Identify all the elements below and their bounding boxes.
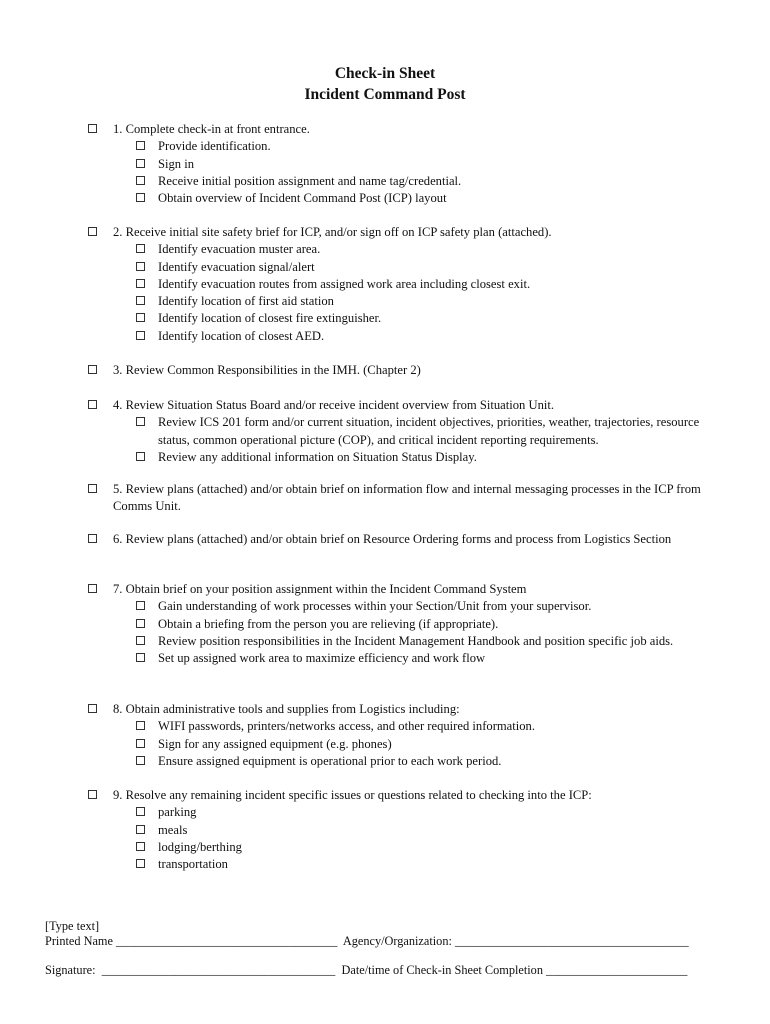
section-5-checkbox[interactable] bbox=[88, 484, 97, 493]
sub-checkbox[interactable] bbox=[136, 159, 145, 168]
sub-item-text: Ensure assigned equipment is operational prior to each work period. bbox=[158, 753, 502, 768]
section-2-checkbox[interactable] bbox=[88, 227, 97, 236]
section-4-text: 4. Review Situation Status Board and/or receive incident overview from Situation Unit. bbox=[113, 398, 555, 412]
sub-item-text: transportation bbox=[158, 857, 228, 872]
checklist-section-5 bbox=[88, 481, 728, 516]
sub-item-text: Receive initial position assignment and name tag/credential. bbox=[158, 173, 462, 188]
section-7-checkbox[interactable] bbox=[88, 584, 97, 593]
section-8-checkbox[interactable] bbox=[88, 704, 97, 713]
section-6-checkbox[interactable] bbox=[88, 534, 97, 543]
sub-item-text: WIFI passwords, printers/networks access, and other required information. bbox=[158, 719, 536, 734]
sub-checkbox[interactable] bbox=[136, 244, 145, 253]
sub-item-text: lodging/berthing bbox=[158, 839, 242, 854]
checklist-section-1 bbox=[88, 121, 728, 207]
sub-item-text: Gain understanding of work processes within your Section/Unit from your supervisor. bbox=[158, 599, 592, 614]
sheet-subtitle: Incident Command Post bbox=[304, 86, 466, 103]
checklist-section-3 bbox=[88, 362, 728, 379]
sheet-title: Check-in Sheet bbox=[334, 65, 436, 82]
sub-checkbox[interactable] bbox=[136, 825, 145, 834]
sub-checkbox[interactable] bbox=[136, 739, 145, 748]
sub-checkbox[interactable] bbox=[136, 859, 145, 868]
checklist-section-9 bbox=[88, 787, 728, 873]
sub-item-text: Provide identification. bbox=[158, 139, 271, 154]
sub-item-text: meals bbox=[158, 822, 188, 837]
checklist-section-4 bbox=[88, 397, 728, 466]
sub-checkbox[interactable] bbox=[136, 452, 145, 461]
sub-checkbox[interactable] bbox=[136, 141, 145, 150]
sub-checkbox[interactable] bbox=[136, 331, 145, 340]
section-1-text: 1. Complete check-in at front entrance. bbox=[113, 122, 310, 136]
sub-checkbox[interactable] bbox=[136, 653, 145, 662]
sub-item-text: Identify location of closest fire extinguisher. bbox=[158, 311, 382, 326]
sub-item-text: Review position responsibilities in the Incident Management Handbook and position specific job aids. bbox=[158, 633, 674, 648]
sub-checkbox[interactable] bbox=[136, 619, 145, 628]
section-4-checkbox[interactable] bbox=[88, 400, 97, 409]
section-7-text: 7. Obtain brief on your position assignment within the Incident Command System bbox=[113, 582, 527, 596]
section-9-checkbox[interactable] bbox=[88, 790, 97, 799]
checklist-section-8 bbox=[88, 701, 728, 770]
sub-checkbox[interactable] bbox=[136, 279, 145, 288]
sub-item-text: parking bbox=[158, 805, 197, 820]
sub-item-text: Obtain overview of Incident Command Post (ICP) layout bbox=[158, 191, 447, 206]
sub-item-text: Identify evacuation signal/alert bbox=[158, 259, 315, 274]
sub-checkbox[interactable] bbox=[136, 842, 145, 851]
checklist-section-6 bbox=[88, 531, 728, 548]
sub-item-text: Review ICS 201 form and/or current situation, incident objectives, priorities, weather, trajectories, resource status, common operational picture (COP), and critical incident reporting requirements. bbox=[158, 415, 700, 447]
sub-checkbox[interactable] bbox=[136, 176, 145, 185]
section-8-text: 8. Obtain administrative tools and supplies from Logistics including: bbox=[113, 702, 460, 716]
sub-checkbox[interactable] bbox=[136, 756, 145, 765]
sub-checkbox[interactable] bbox=[136, 807, 145, 816]
checklist-section-2 bbox=[88, 224, 728, 345]
section-5-text: 5. Review plans (attached) and/or obtain brief on information flow and internal messaging processes in the ICP from Comms Unit. bbox=[113, 482, 701, 514]
sub-item-text: Sign for any assigned equipment (e.g. phones) bbox=[158, 736, 392, 751]
section-6-text: 6. Review plans (attached) and/or obtain brief on Resource Ordering forms and process from Logistics Section bbox=[113, 532, 672, 546]
sub-item-text: Review any additional information on Situation Status Display. bbox=[158, 449, 477, 464]
sub-checkbox[interactable] bbox=[136, 262, 145, 271]
sub-checkbox[interactable] bbox=[136, 417, 145, 426]
sub-item-text: Identify location of first aid station bbox=[158, 294, 334, 309]
section-3-checkbox[interactable] bbox=[88, 365, 97, 374]
sub-checkbox[interactable] bbox=[136, 193, 145, 202]
type-text-placeholder: [Type text] bbox=[45, 919, 100, 933]
sub-item-text: Identify evacuation routes from assigned work area including closest exit. bbox=[158, 276, 531, 291]
sub-checkbox[interactable] bbox=[136, 721, 145, 730]
section-2-text: 2. Receive initial site safety brief for ICP, and/or sign off on ICP safety plan (attached). bbox=[113, 225, 552, 239]
printed-name-agency-line[interactable]: Printed Name ____________________________________ Agency/Organization: ______________________________________ bbox=[45, 934, 689, 948]
sub-item-text: Obtain a briefing from the person you are relieving (if appropriate). bbox=[158, 616, 499, 631]
sub-item-text: Identify evacuation muster area. bbox=[158, 242, 321, 257]
sub-item-text: Set up assigned work area to maximize efficiency and work flow bbox=[158, 651, 486, 666]
sub-item-text: Sign in bbox=[158, 156, 195, 171]
section-3-text: 3. Review Common Responsibilities in the IMH. (Chapter 2) bbox=[113, 363, 421, 377]
checklist-section-7 bbox=[88, 581, 728, 667]
sub-checkbox[interactable] bbox=[136, 313, 145, 322]
section-9-text: 9. Resolve any remaining incident specific issues or questions related to checking into the ICP: bbox=[113, 788, 592, 802]
sub-checkbox[interactable] bbox=[136, 601, 145, 610]
sub-item-text: Identify location of closest AED. bbox=[158, 328, 325, 343]
sub-checkbox[interactable] bbox=[136, 296, 145, 305]
signature-date-line[interactable]: Signature: ______________________________________ Date/time of Check-in Sheet Completion _______________________ bbox=[45, 963, 688, 977]
section-1-checkbox[interactable] bbox=[88, 124, 97, 133]
sub-checkbox[interactable] bbox=[136, 636, 145, 645]
